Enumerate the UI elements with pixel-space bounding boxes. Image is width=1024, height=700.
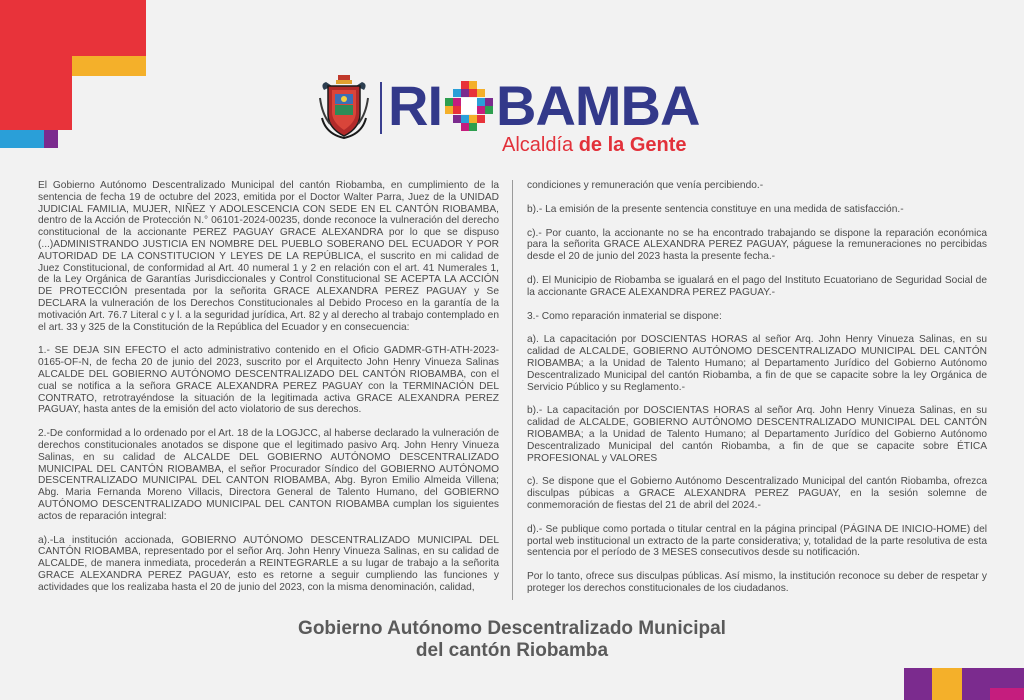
brand-prefix: RI: [388, 74, 442, 137]
corner-block-cyan: [0, 130, 44, 148]
paragraph-continuation: condiciones y remuneración que venía percibiendo.-: [527, 180, 764, 191]
footer-title: [0, 618, 1024, 662]
footer-block-magenta: [990, 688, 1024, 700]
paragraph-intro: El Gobierno Autónomo Descentralizado Municipal del cantón Riobamba, en cumplimiento de la sentencia de fecha 19 de octubre del 2023, emitida por el Doctor Walter Parra, Juez de la UNIDAD JUDICIAL FAMILIA, MUJER, NIÑEZ Y ADOLESCENCIA CON SEDE EN EL CANTÓN RIOBAMBA, dentro de la Acción de Protección N.° 06101-2024-00235, donde reconoce la vulneración del derecho constitucional de la accionante PEREZ PAGUAY GRACE ALEXANDRA por lo que se dispuso (...)ADMINISTRANDO JUSTICIA EN NOMBRE DEL PUEBLO SOBERANO DEL ECUADOR Y POR AUTORIDAD DE LA CONSTITUCION Y LEYES DE LA REPÚBLICA, el suscrito en mi calidad de Juez Constitucional, de conformidad al Art. 40 numeral 1 y 2 en relación con el art. 41 Numerales 1, de la Ley Orgánica de Garantías Jurisdiccionales y Control Constitucional SE ACEPTA LA ACCIÓN DE PROTECCIÓN presentada por la señorita GRACE ALEXANDRA PEREZ PAGUAY y Se DECLARA la vulneración de los Derechos Constitucionales al Debido Proceso en la garantía de la motivación Art. 76.7 Literal c y l. a la seguridad jurídica, Art. 82 y al derecho al trabajo contemplado en el art. 33 y 325 de la Constitución de la República del Ecuador y en consecuencia:: [38, 180, 499, 333]
tagline: [502, 134, 687, 157]
paragraph-point-2c: c).- Por cuanto, la accionante no se ha encontrado trabajando se dispone la reparación económica para la señorita GRACE ALEXANDRA PEREZ PAGUAY, páguese la remuneraciones no percibidas desde el 20 de junio del 2023 hasta la presente fecha.-: [527, 227, 987, 263]
paragraph-point-3d: d).- Se publique como portada o titular central en la página principal (PÁGINA DE INICIO-HOME) del portal web institucional un extracto de la parte considerativa; y, totalidad de la parte resolutiva de esta sentencia por el período de 3 MESES consecutivos desde su notificación.: [527, 523, 987, 559]
footer-block-yellow: [932, 668, 962, 700]
left-column: [38, 180, 499, 606]
footer-block-purple: [904, 668, 932, 700]
brand-wordmark: [388, 76, 699, 136]
paragraph-point-3b: b).- La capacitación por DOSCIENTAS HORAS al señor Arq. John Henry Vinueza Salinas, en su calidad de ALCALDE, GOBIERNO AUTÓNOMO DESCENTRALIZADO MUNICIPAL DEL CANTÓN RIOBAMBA; a la Unidad de Talento Humano; al Departamento Jurídico del Gobierno Autónomo Descentralizado Municipal del cantón Riobamba, a fin de que se capacite sobre ÉTICA PROFESIONAL y VALORES: [527, 405, 987, 464]
paragraph-point-2b: b).- La emisión de la presente sentencia constituye en una medida de satisfacción.-: [527, 203, 904, 215]
brand-suffix: BAMBA: [496, 74, 700, 137]
corner-block-yellow: [72, 56, 146, 76]
logo-divider: [380, 82, 382, 134]
coat-of-arms-icon: [318, 74, 370, 140]
corner-block-purple: [44, 130, 58, 148]
paragraph-point-3: 3.- Como reparación inmaterial se dispone:: [527, 310, 722, 322]
tagline-bold: de la Gente: [578, 134, 687, 156]
right-column: [527, 180, 987, 607]
paragraph-closing: Por lo tanto, ofrece sus disculpas públicas. Así mismo, la institución reconoce su deber de respetar y proteger los derechos constitucionales de los ciudadanos.: [527, 571, 987, 594]
paragraph-point-3c: c). Se dispone que el Gobierno Autónomo Descentralizado Municipal del cantón Riobamba, ofrezca disculpas púbicas a GRACE ALEXANDRA PEREZ PAGUAY, en la sesión solemne de conmemoración de fiestas del 21 de abril del 2024.-: [527, 476, 987, 511]
chakana-icon: [444, 81, 494, 131]
paragraph-point-1: 1.- SE DEJA SIN EFECTO el acto administrativo contenido en el Oficio GADMR-GTH-ATH-2023-0165-OF-N, de fecha 20 de junio del 2023, suscrito por el Arquitecto John Henry Vinueza Salinas ALCALDE DEL GOBIERNO AUTÓNOMO DESCENTRALIZADO DEL CANTÓN RIOBAMBA, con el cual se notifica a la señora GRACE ALEXANDRA PEREZ PAGUAY con la TERMINACIÓN DEL CONTRATO, retrotrayéndose la situación de la legitimada activa GRACE ALEXANDRA PEREZ PAGUAY, hasta antes de la emisión del acto violatorio de sus derechos.: [38, 345, 499, 416]
paragraph-point-3a: a). La capacitación por DOSCIENTAS HORAS al señor Arq. John Henry Vinueza Salinas, en su calidad de ALCALDE, GOBIERNO AUTÓNOMO DESCENTRALIZADO MUNICIPAL DEL CANTÓN RIOBAMBA; a la Unidad de Talento Humano; al Departamento Jurídico del Gobierno Autónomo Descentralizado Municipal del cantón Riobamba, a fin de que se capacite sobre la ley Orgánica de Servicio Público y su Reglamento.-: [527, 334, 987, 393]
municipal-logo: [318, 74, 708, 160]
footer-line-1: Gobierno Autónomo Descentralizado Municipal: [298, 618, 726, 639]
column-divider: [512, 180, 513, 600]
paragraph-point-2d: d). El Municipio de Riobamba se igualará en el pago del Instituto Ecuatoriano de Seguridad Social de la accionante GRACE ALEXANDRA PEREZ PAGUAY.-: [527, 274, 987, 298]
paragraph-point-2: 2.-De conformidad a lo ordenado por el Art. 18 de la LOGJCC, al haberse declarado la vulneración de derechos constitucionales anotados se dispone que el legitimado pasivo Arq. John Henry Vinueza Salinas, en su calidad de ALCALDE DEL GOBIERNO AUTÓNOMO DESCENTRALIZADO MUNICIPAL DEL CANTÓN RIOBAMBA, el señor Procurador Síndico del GOBIERNO AUTÓNOMO DESCENTRALIZADO MUNICIPAL DEL CANTON RIOBAMBA, Abg. Byron Emilio Almeida Villena; Abg. Maria Fernanda Moreno Villacis, Directora General de Talento Humano, del GOBIERNO AUTÓNOMO DESCENTRALIZADO MUNICIPAL DEL CANTON RIOBAMBA cumplan los siguientes actos de reparación integral:: [38, 428, 499, 522]
tagline-light: Alcaldía: [502, 134, 574, 156]
corner-block-red-lower: [0, 56, 72, 130]
corner-block-red: [0, 0, 146, 56]
footer-line-2: del cantón Riobamba: [415, 640, 609, 661]
paragraph-point-2a: a).-La institución accionada, GOBIERNO AUTÓNOMO DESCENTRALIZADO MUNICIPAL DEL CANTÓN RIOBAMBA, representado por el señor Arq. John Henry Vinueza Salinas, en su calidad de ALCALDE, de manera inmediata, procederán a REINTEGRARLE a su lugar de trabajo a la señorita GRACE ALEXANDRA PEREZ PAGUAY, esto es retorne a seguir cumpliendo las funciones y actividades que los realizaba hasta el 20 de junio del 2023, con la misma denominación, calidad,: [38, 534, 499, 593]
